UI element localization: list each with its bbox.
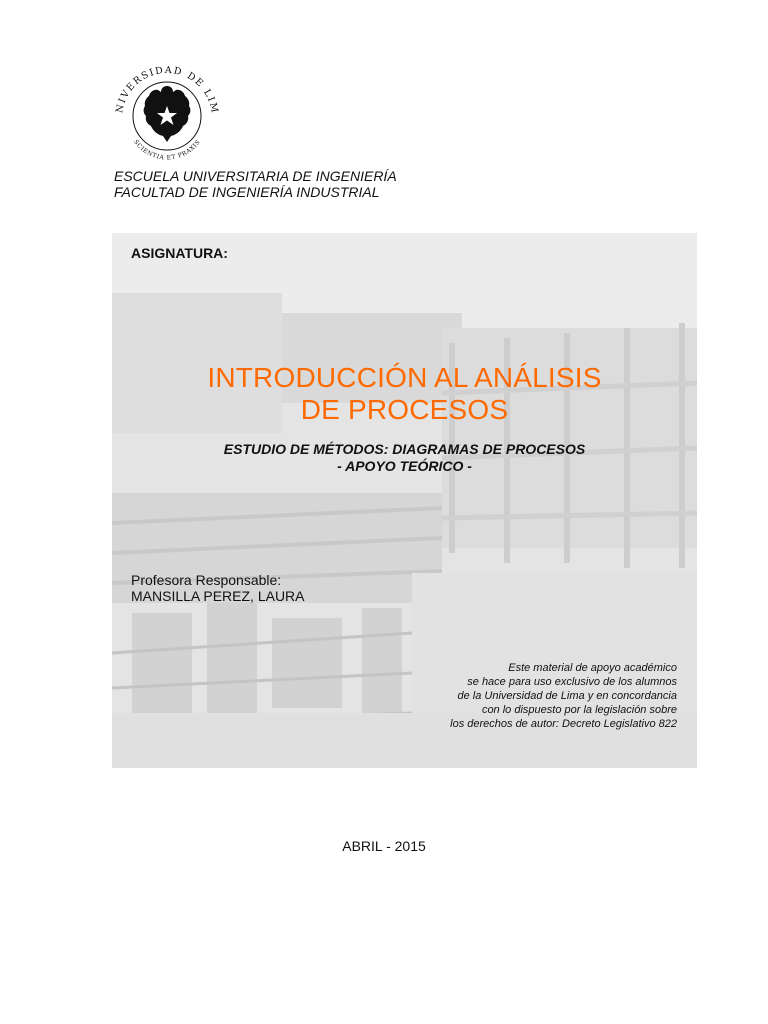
university-seal-icon <box>108 56 226 174</box>
school-name: ESCUELA UNIVERSITARIA DE INGENIERÍA <box>114 168 397 184</box>
publication-date: ABRIL - 2015 <box>342 838 426 854</box>
title-line-1: INTRODUCCIÓN AL ANÁLISIS <box>207 362 602 393</box>
professor-label: Profesora Responsable: <box>131 572 282 588</box>
asignatura-label: ASIGNATURA: <box>131 245 228 261</box>
professor-name: MANSILLA PEREZ, LAURA <box>131 588 305 604</box>
copyright-disclaimer <box>377 661 677 731</box>
subtitle-line-1: ESTUDIO DE MÉTODOS: DIAGRAMAS DE PROCESOS <box>223 441 586 457</box>
subtitle-line-2: - APOYO TEÓRICO - <box>337 458 472 474</box>
faculty-name: FACULTAD DE INGENIERÍA INDUSTRIAL <box>114 184 380 200</box>
document-subtitle <box>112 441 697 475</box>
cover-panel <box>112 233 697 768</box>
seal-top-text: NIVERSIDAD DE LIM <box>114 64 221 116</box>
disclaimer-line: se hace para uso exclusivo de los alumnos <box>467 676 677 688</box>
seal-bottom-text: SCIENTIA ET PRAXIS <box>132 138 202 162</box>
school-header <box>114 168 397 200</box>
document-title <box>112 362 697 426</box>
disclaimer-line: Este material de apoyo académico <box>508 662 677 674</box>
disclaimer-line: de la Universidad de Lima y en concordancia <box>457 690 677 702</box>
disclaimer-line: con lo dispuesto por la legislación sobre <box>481 704 677 716</box>
title-line-2: DE PROCESOS <box>300 394 509 425</box>
disclaimer-line: los derechos de autor: Decreto Legislativo 822 <box>450 718 677 730</box>
university-logo <box>108 56 226 174</box>
professor-block <box>131 572 305 604</box>
